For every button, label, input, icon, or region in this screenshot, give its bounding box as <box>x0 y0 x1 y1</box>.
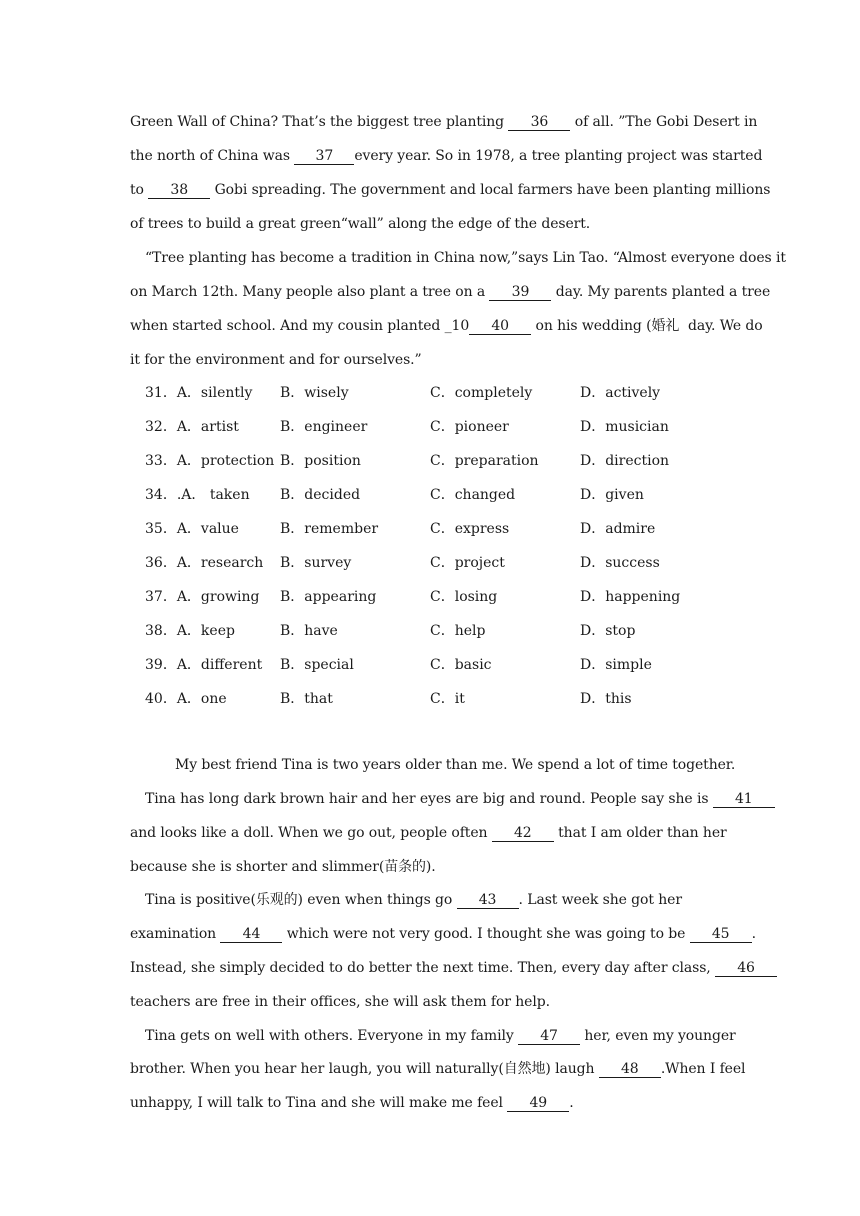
option-a: 35．A．value <box>145 521 239 537</box>
passage2-line-6 <box>130 924 757 944</box>
option-d: D．this <box>580 691 632 707</box>
text: unhappy, I will talk to Tina and she will make me feel <box>130 1095 508 1111</box>
option-a: 34．.A． taken <box>145 487 250 503</box>
blank-40: 40 <box>469 318 531 335</box>
option-c: C．express <box>430 521 510 537</box>
text: every year. So in 1978, a tree planting project was started <box>354 148 763 164</box>
text: and looks like a doll. When we go out, people often <box>130 825 492 841</box>
blank-36: 36 <box>508 114 570 131</box>
option-d: D．admire <box>580 521 656 537</box>
blank-45: 45 <box>690 926 752 943</box>
option-d: D．actively <box>580 385 661 401</box>
option-d: D．musician <box>580 419 669 435</box>
blank-49: 49 <box>507 1095 569 1112</box>
option-a: 32．A．artist <box>145 419 239 435</box>
option-a: 39．A．different <box>145 657 263 673</box>
option-b: B．wisely <box>280 385 349 401</box>
option-d: D．direction <box>580 453 670 469</box>
text: Tina is positive(乐观的) even when things go <box>145 892 457 908</box>
option-a: 40．A．one <box>145 691 227 707</box>
text: on his wedding (婚礼 day. We do <box>531 318 763 334</box>
option-a: 36．A．research <box>145 555 264 571</box>
blank-47: 47 <box>518 1028 580 1045</box>
text: of all. ”The Gobi Desert in <box>570 114 758 130</box>
text: Tina has long dark brown hair and her eyes are big and round. People say she is <box>145 791 713 807</box>
passage2-line-8: teachers are free in their offices, she will ask them for help. <box>130 994 550 1010</box>
passage1-line-3 <box>130 180 771 200</box>
option-b: B．engineer <box>280 419 368 435</box>
text: examination <box>130 926 221 942</box>
option-d: D．success <box>580 555 660 571</box>
option-b: B．survey <box>280 555 352 571</box>
option-c: C．losing <box>430 589 498 605</box>
blank-48: 48 <box>599 1061 661 1078</box>
passage2-line-9 <box>145 1026 765 1046</box>
text: Instead, she simply decided to do better the next time. Then, every day after class, <box>130 960 716 976</box>
text: when started school. And my cousin planted _10 <box>130 318 470 334</box>
passage2-line-11 <box>130 1093 750 1113</box>
option-c: C．it <box>430 691 465 707</box>
blank-44: 44 <box>220 926 282 943</box>
option-c: C．changed <box>430 487 516 503</box>
option-b: B．special <box>280 657 354 673</box>
text: which were not very good. I thought she was going to be <box>282 926 690 942</box>
passage2-line-2 <box>145 789 765 809</box>
option-b: B．appearing <box>280 589 377 605</box>
passage1-line-2 <box>130 146 763 166</box>
option-d: D．given <box>580 487 644 503</box>
text: day. My parents planted a tree <box>551 284 771 300</box>
passage1-line-6 <box>130 282 771 302</box>
text: on March 12th. Many people also plant a tree on a <box>130 284 490 300</box>
text: to <box>130 182 149 198</box>
blank-41: 41 <box>713 791 775 808</box>
passage2-line-10 <box>130 1059 750 1079</box>
text: that I am older than her <box>553 825 727 841</box>
blank-39: 39 <box>489 284 551 301</box>
text: Tina gets on well with others. Everyone in my family <box>145 1028 518 1044</box>
option-b: B．decided <box>280 487 361 503</box>
text: . <box>569 1095 574 1111</box>
blank-37: 37 <box>294 148 354 165</box>
option-a: 37．A．growing <box>145 589 260 605</box>
option-b: B．have <box>280 623 338 639</box>
blank-46: 46 <box>715 960 777 977</box>
option-c: C．basic <box>430 657 492 673</box>
option-b: B．position <box>280 453 361 469</box>
text: .When I feel <box>660 1061 746 1077</box>
option-a: 33．A．protection <box>145 453 275 469</box>
blank-38: 38 <box>148 182 210 199</box>
text: . Last week she got her <box>518 892 682 908</box>
passage1-line-1 <box>130 112 758 132</box>
option-d: D．simple <box>580 657 652 673</box>
passage2-line-3 <box>130 823 750 843</box>
blank-43: 43 <box>457 892 519 909</box>
passage1-line-8: it for the environment and for ourselves.” <box>130 352 422 368</box>
passage1-line-7 <box>130 316 763 336</box>
passage2-line-1: My best friend Tina is two years older than me. We spend a lot of time together. <box>175 757 736 773</box>
option-d: D．happening <box>580 589 681 605</box>
passage2-line-7 <box>130 958 755 978</box>
text: Green Wall of China? That’s the biggest tree planting <box>130 114 509 130</box>
passage1-line-4: of trees to build a great green“wall” along the edge of the desert. <box>130 216 591 232</box>
option-d: D．stop <box>580 623 636 639</box>
passage2-line-5 <box>145 890 765 910</box>
text: the north of China was <box>130 148 295 164</box>
text: . <box>751 926 757 942</box>
option-b: B．remember <box>280 521 379 537</box>
passage2-line-4: because she is shorter and slimmer(苗条的). <box>130 859 436 875</box>
option-c: C．help <box>430 623 486 639</box>
text: brother. When you hear her laugh, you will naturally(自然地) laugh <box>130 1061 599 1077</box>
option-c: C．project <box>430 555 505 571</box>
text: Gobi spreading. The government and local farmers have been planting millions <box>210 182 771 198</box>
option-c: C．pioneer <box>430 419 509 435</box>
passage1-line-5: “Tree planting has become a tradition in China now,”says Lin Tao. “Almost everyone does it <box>145 250 786 266</box>
option-a: 31．A．silently <box>145 385 253 401</box>
option-b: B．that <box>280 691 333 707</box>
blank-42: 42 <box>492 825 554 842</box>
option-a: 38．A．keep <box>145 623 235 639</box>
option-c: C．completely <box>430 385 533 401</box>
text: her, even my younger <box>580 1028 736 1044</box>
option-c: C．preparation <box>430 453 539 469</box>
